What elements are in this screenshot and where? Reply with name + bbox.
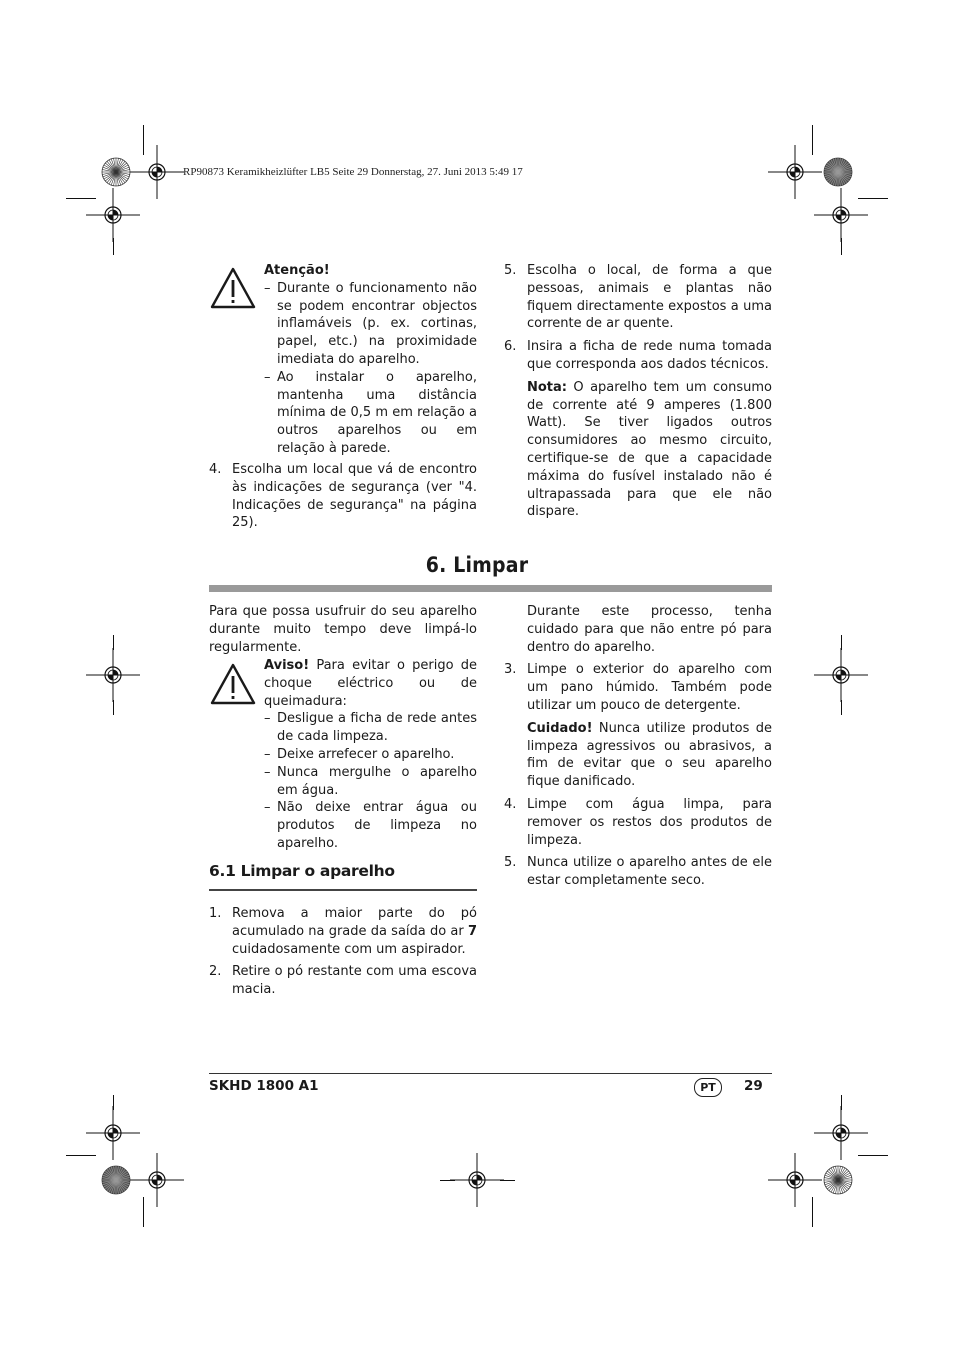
crop-mark-icon (66, 1155, 96, 1156)
top-right-column (504, 262, 772, 521)
note-label: Nota: (527, 379, 567, 395)
registration-mark-icon (127, 1150, 187, 1210)
intro-paragraph: Para que possa usufruir do seu aparelho durante muito tempo deve limpá-lo regularmente. (209, 604, 477, 655)
footer-model: SKHD 1800 A1 (209, 1078, 319, 1094)
color-target-icon (101, 157, 131, 187)
warning-triangle-icon (209, 662, 257, 706)
warning-item: – Desligue a ficha de rede antes de cada limpeza. (264, 711, 477, 745)
color-target-icon (101, 1165, 131, 1195)
attention-item: – Durante o funcionamento não se podem encontrar objectos inflamáveis (p. ex. cortinas, papel, etc.) na proximidade imediata do aparelho. (264, 280, 477, 367)
crop-mark-icon (113, 700, 114, 715)
warning-item: – Nunca mergulhe o aparelho em água. (264, 764, 477, 798)
section-title: 6. Limpar (425, 553, 529, 577)
crop-mark-icon (143, 1197, 144, 1227)
warning-triangle-icon (209, 266, 257, 310)
subsection-rule (209, 889, 477, 891)
step-2-continued: Durante este processo, tenha cuidado para que não entre pó para dentro do aparelho. (527, 604, 772, 655)
cleaning-steps-left (209, 905, 477, 999)
registration-mark-icon (765, 1150, 825, 1210)
registration-mark-icon (811, 645, 871, 705)
crop-mark-icon (841, 238, 842, 255)
crop-mark-icon (143, 125, 144, 155)
crop-mark-icon (812, 125, 813, 155)
part-reference: 7 (467, 923, 477, 939)
step-6: 6. Insira a ficha de rede numa tomada que corresponda aos dados técnicos. (504, 339, 772, 372)
cleaning-steps-right (504, 603, 772, 890)
registration-mark-icon (447, 1150, 507, 1210)
crop-mark-icon (812, 1197, 813, 1227)
step-number: 4. (209, 462, 222, 477)
crop-mark-icon (841, 700, 842, 715)
crop-mark-icon (440, 1180, 455, 1181)
page-number: 29 (744, 1078, 763, 1094)
crop-mark-icon (841, 1095, 842, 1110)
step-2: 2. Retire o pó restante com uma escova macia. (209, 964, 477, 998)
crop-mark-icon (113, 1095, 114, 1110)
crop-mark-icon (858, 1155, 888, 1156)
step-5: 5. Escolha o local, de forma a que pessoas, animais e plantas não fiquem directamente expostos a uma corrente de ar quente. (504, 263, 772, 332)
step-1: 1. Remova a maior parte do pó acumulado na grade da saída do ar 7 cuidadosamente com um aspirador. (209, 906, 477, 957)
color-target-icon (823, 157, 853, 187)
attention-title: Atenção! (264, 263, 330, 278)
warning-item: – Não deixe entrar água ou produtos de limpeza no aparelho. (264, 800, 477, 851)
attention-block (264, 262, 477, 458)
registration-mark-icon (83, 645, 143, 705)
registration-mark-icon (811, 185, 871, 245)
attention-item: – Ao instalar o aparelho, mantenha uma distância mínima de 0,5 m em relação a outros aparelhos ou em relação à parede. (264, 369, 477, 456)
crop-mark-icon (66, 198, 96, 199)
footer-rule (209, 1073, 772, 1074)
caution-label: Cuidado! (527, 720, 593, 736)
note-paragraph: Nota: O aparelho tem um consumo de corrente até 9 amperes (1.800 Watt). Se tiver ligados outros consumidores ao mesmo circuito, certifique-se de que a capacidade máxima do fusível instalado não é ultrapassada para que ele não dispare. (527, 379, 772, 520)
color-target-icon (823, 1165, 853, 1195)
subsection-title: 6.1 Limpar o aparelho (209, 862, 395, 880)
section-rule (209, 585, 772, 592)
crop-mark-icon (858, 198, 888, 199)
crop-mark-icon (113, 238, 114, 255)
step-4-clean: 4. Limpe com água limpa, para remover os restos dos produtos de limpeza. (504, 796, 772, 848)
print-slug: RP90873 Keramikheizlüfter LB5 Seite 29 Donnerstag, 27. Juni 2013 5:49 17 (183, 166, 523, 178)
warning-block: Aviso! Para evitar o perigo de choque eléctrico ou de queimadura: – Desligue a ficha de rede antes de cada limpeza. – Deixe arrefecer o aparelho. – Nunca mergulhe o aparelho em água. – Não deixe entrar água ou produtos de limpeza no aparelho. (264, 658, 477, 851)
warning-item: – Deixe arrefecer o aparelho. (264, 746, 455, 762)
caution-paragraph: Cuidado! Nunca utilize produtos de limpeza agressivos ou abrasivos, a fim de evitar que o seu aparelho fique danificado. (527, 720, 772, 790)
step-text: Escolha um local que vá de encontro às indicações de segurança (ver "4. Indicações de segurança" na página 25). (232, 462, 477, 531)
step-4 (209, 461, 477, 532)
step-5-clean: 5. Nunca utilize o aparelho antes de ele estar completamente seco. (504, 855, 772, 889)
crop-mark-icon (500, 1180, 515, 1181)
step-3: 3. Limpe o exterior do aparelho com um pano húmido. Também pode utilizar um pouco de detergente. (504, 662, 772, 713)
warning-label: Aviso! (264, 658, 310, 673)
crop-mark-icon (841, 635, 842, 650)
crop-mark-icon (113, 635, 114, 650)
registration-mark-icon (83, 185, 143, 245)
language-badge: PT (694, 1078, 722, 1097)
